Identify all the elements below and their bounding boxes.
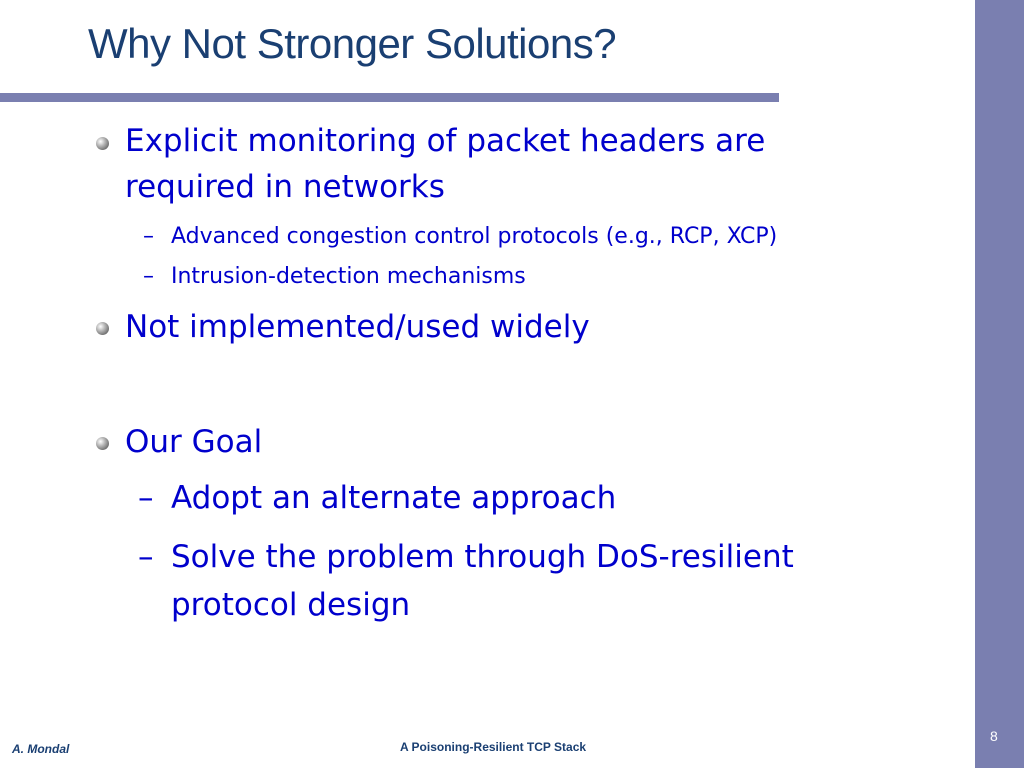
sphere-bullet-icon bbox=[96, 322, 109, 335]
sub-bullet-3-2-line-1: Solve the problem through DoS-resilient bbox=[171, 539, 794, 575]
page-number: 8 bbox=[990, 728, 998, 744]
dash-marker: – bbox=[143, 264, 154, 289]
dash-marker: – bbox=[138, 539, 154, 575]
sub-bullet-3-1: Adopt an alternate approach bbox=[171, 480, 617, 516]
sub-bullet-1-1: Advanced congestion control protocols (e.g., RCP, XCP) bbox=[171, 224, 778, 249]
dash-marker: – bbox=[138, 480, 154, 516]
footer-title: A Poisoning-Resilient TCP Stack bbox=[400, 740, 587, 754]
sub-bullet-3-2-line-2: protocol design bbox=[171, 587, 411, 623]
footer-author: A. Mondal bbox=[12, 742, 70, 756]
bullet-3-line-1: Our Goal bbox=[125, 424, 263, 460]
right-accent-bar bbox=[975, 0, 1024, 768]
dash-marker: – bbox=[143, 224, 154, 249]
slide-title: Why Not Stronger Solutions? bbox=[88, 20, 617, 67]
bullet-1-line-2: required in networks bbox=[125, 169, 445, 205]
title-underline-rule bbox=[0, 93, 779, 102]
sphere-bullet-icon bbox=[96, 137, 109, 150]
sub-bullet-1-2: Intrusion-detection mechanisms bbox=[171, 264, 526, 289]
bullet-2-line-1: Not implemented/used widely bbox=[125, 309, 590, 345]
sphere-bullet-icon bbox=[96, 437, 109, 450]
bullet-1-line-1: Explicit monitoring of packet headers are bbox=[125, 123, 766, 159]
